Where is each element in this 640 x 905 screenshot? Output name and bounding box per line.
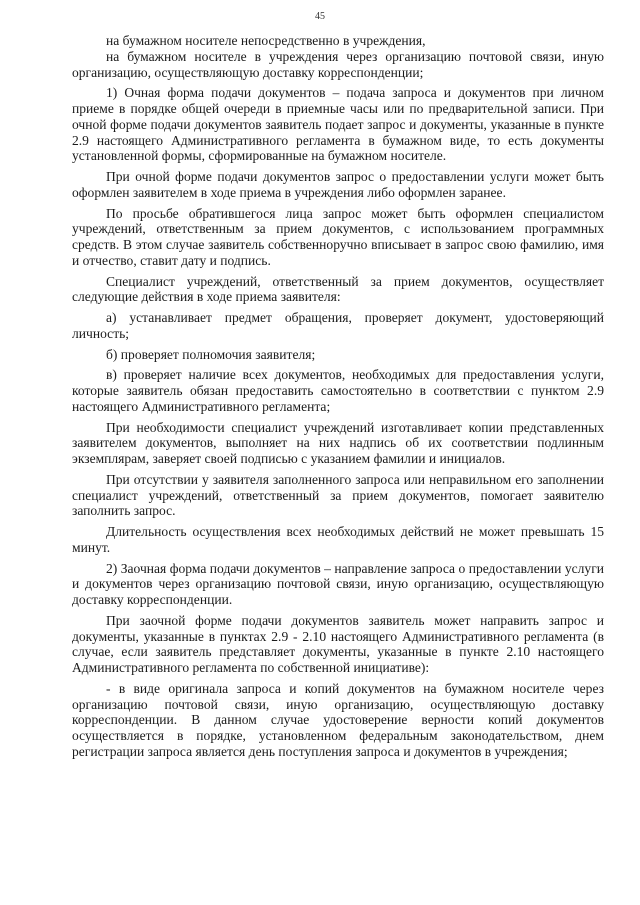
paragraph: Длительность осуществления всех необходимых действий не может превышать 15 минут. [72, 524, 604, 555]
paragraph: 2) Заочная форма подачи документов – направление запроса о предоставлении услуги и документов через организацию почтовой связи, иную организацию, осуществляющую доставку корреспонденции. [72, 560, 604, 607]
paragraph: При заочной форме подачи документов заявитель может направить запрос и документы, указанные в пунктах 2.9 - 2.10 настоящего Административного регламента (в случае, если заявитель представляет документы, указанные в пункте 2.10 настоящего Административного регламента по собственной инициативе): [72, 612, 604, 675]
paragraph: - в виде оригинала запроса и копий документов на бумажном носителе через организацию почтовой связи, иную организацию, осуществляющую доставку корреспонденции. В данном случае удостоверение верности копий документов осуществляется в порядке, установленном федеральным законодательством, днем регистрации запроса является день поступления запроса и документов в учреждения; [72, 680, 604, 759]
page-number: 45 [315, 11, 325, 22]
paragraph: б) проверяет полномочия заявителя; [106, 346, 316, 362]
paragraph: При очной форме подачи документов запрос о предоставлении услуги может быть оформлен заявителем в ходе приема в учреждения либо оформлен заранее. [72, 169, 604, 200]
paragraph: а) устанавливает предмет обращения, проверяет документ, удостоверяющий личность; [72, 310, 604, 341]
paragraph: При необходимости специалист учреждений изготавливает копии представленных заявителем документов, выполняет на них надпись об их соответствии подлинным экземплярам, заверяет своей подписью с указанием фамилии и инициалов. [72, 419, 604, 466]
document-body [72, 33, 604, 760]
paragraph: 1) Очная форма подачи документов – подача запроса и документов при личном приеме в порядке общей очереди в приемные часы или по предварительной записи. При очной форме подачи документов заявитель подает запрос и документы, указанные в пункте 2.9 настоящего Административного регламента в бумажном виде, то есть документы установленной формы, сформированные на бумажном носителе. [72, 85, 604, 164]
paragraph: При отсутствии у заявителя заполненного запроса или неправильном его заполнении специалист учреждений, ответственный за прием документов, помогает заявителю заполнить запрос. [72, 471, 604, 519]
paragraph: По просьбе обратившегося лица запрос может быть оформлен специалистом учреждений, ответственным за прием документов, с использованием программных средств. В этом случае заявитель собственноручно вписывает в запрос свою фамилию, имя и отчество, ставит дату и подпись. [72, 205, 604, 268]
paragraph: в) проверяет наличие всех документов, необходимых для предоставления услуги, которые заявитель обязан предоставить самостоятельно в соответствии с пунктом 2.9 настоящего Административного регламента; [72, 367, 604, 414]
paragraph: на бумажном носителе непосредственно в учреждения, [106, 33, 426, 48]
paragraph: Специалист учреждений, ответственный за прием документов, осуществляет следующие действия в ходе приема заявителя: [72, 273, 604, 305]
paragraph: на бумажном носителе в учреждения через организацию почтовой связи, иную организацию, осуществляющую доставку корреспонденции; [72, 48, 604, 80]
